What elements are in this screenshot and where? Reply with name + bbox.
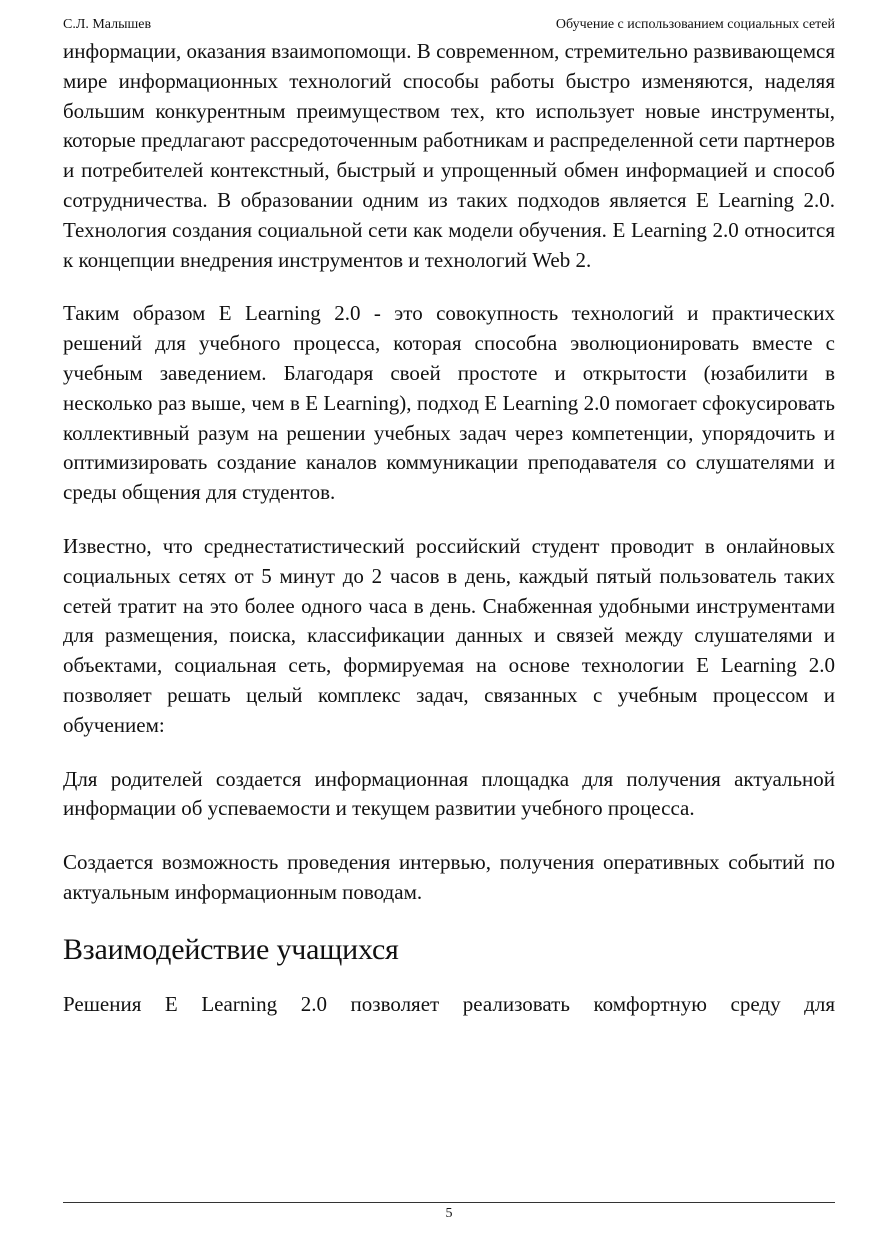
footer-divider <box>63 1202 835 1203</box>
paragraph: Создается возможность проведения интервью, получения оперативных событий по актуальным информационным поводам. <box>63 850 835 904</box>
section-heading: Взаимодействие учащихся <box>63 932 399 966</box>
running-header <box>63 15 835 35</box>
paragraph: Для родителей создается информационная площадка для получения актуальной информации об успеваемости и текущем развитии учебного процесса. <box>63 766 835 821</box>
paragraph-continued: Решения E Learning 2.0 позволяет реализовать комфортную среду для <box>63 991 835 1016</box>
header-title: Обучение с использованием социальных сетей <box>555 17 835 32</box>
header-author: С.Л. Малышев <box>63 17 152 32</box>
paragraph: Известно, что среднестатистический российский студент проводит в онлайновых социальных сетях от 5 минут до 2 часов в день, каждый пятый пользователь таких сетей тратит на это более одного часа в день. Снабженная удобными инструментами для размещения, поиска, классификации данных и связей между слушателями и объектами, социальная сеть, формируемая на основе технологии E Learning 2.0 позволяет решать целый комплекс задач, связанных с учебным процессом и обучением: <box>63 533 835 737</box>
page-number: 5 <box>445 1206 453 1221</box>
paragraph: информации, оказания взаимопомощи. В современном, стремительно развивающемся мире информационных технологий способы работы быстро изменяются, наделяя большим конкурентным преимуществом тех, кто использует новые инструменты, которые предлагают рассредоточенным работникам и распределенной сети партнеров и потребителей контекстный, быстрый и упрощенный обмен информацией и способ сотрудничества. В образовании одним из таких подходов является E Learning 2.0. Технология создания социальной сети как модели обучения. E Learning 2.0 относится к концепции внедрения инструментов и технологий Web 2. <box>63 39 835 272</box>
document-body <box>63 37 835 1044</box>
paragraph: Таким образом E Learning 2.0 - это совокупность технологий и практических решений для учебного процесса, которая способна эволюционировать вместе с учебным заведением. Благодаря своей простоте и открытости (юзабилити в несколько раз выше, чем в E Learning), подход E Learning 2.0 помогает сфокусировать коллективный разум на решении учебных задач через компетенции, упорядочить и оптимизировать создание каналов коммуникации преподавателя со слушателями и среды общения для студентов. <box>63 301 835 505</box>
